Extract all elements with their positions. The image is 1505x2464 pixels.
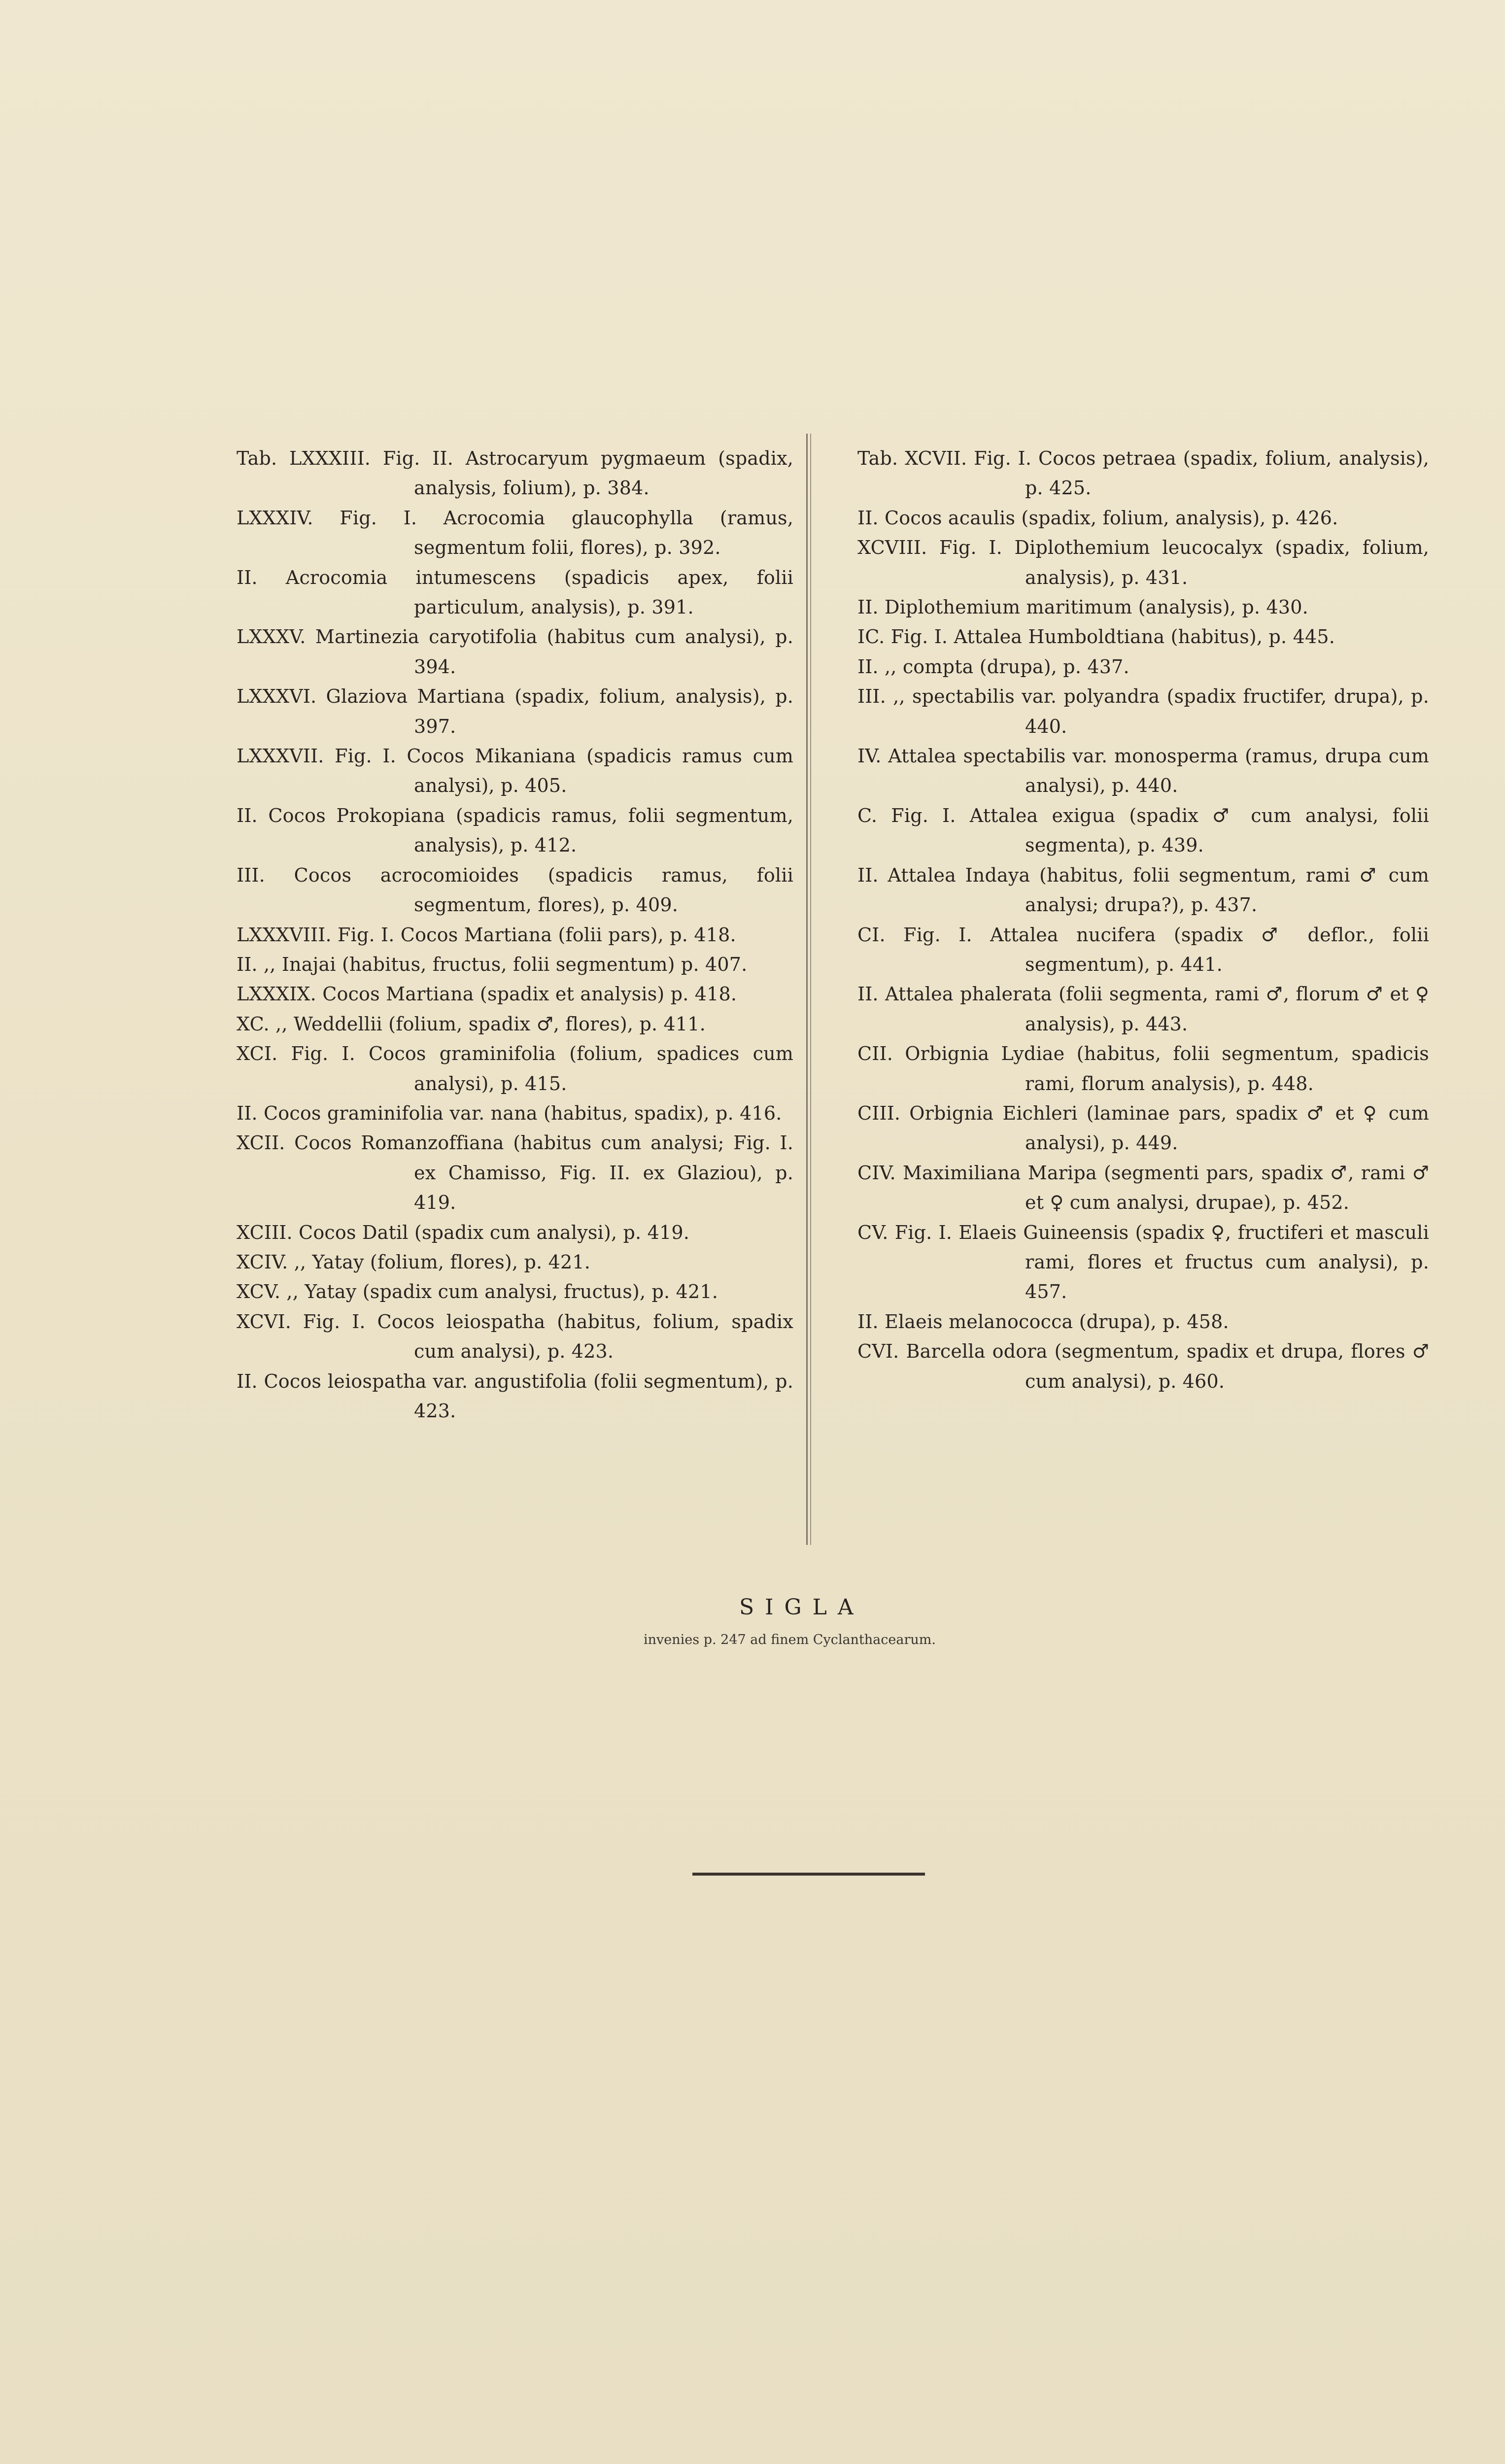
list-item: CIV. Maximiliana Maripa (segmenti pars, spadix ♂, rami ♂ et ♀ cum analysi, drupae), p. 452.	[857, 1162, 1429, 1214]
list-item: II. Diplothemium maritimum (analysis), p. 430.	[857, 596, 1308, 618]
list-item: LXXXIV. Fig. I. Acrocomia glaucophylla (ramus, segmentum folii, flores), p. 392.	[237, 507, 793, 559]
list-item: II. Attalea phalerata (folii segmenta, rami ♂, florum ♂ et ♀ analysis), p. 443.	[857, 983, 1429, 1035]
list-item: XCVI. Fig. I. Cocos leiospatha (habitus, folium, spadix cum analysi), p. 423.	[237, 1310, 793, 1363]
list-item: II. ,, Inajai (habitus, fructus, folii segmentum) p. 407.	[237, 953, 748, 975]
list-item: IC. Fig. I. Attalea Humboldtiana (habitus), p. 445.	[857, 626, 1335, 648]
list-item: LXXXIX. Cocos Martiana (spadix et analysis) p. 418.	[237, 983, 737, 1005]
list-item: II. Elaeis melanococca (drupa), p. 458.	[857, 1310, 1229, 1333]
list-item: XCII. Cocos Romanzoffiana (habitus cum analysi; Fig. I. ex Chamisso, Fig. II. ex Glaziou), p. 419.	[237, 1132, 793, 1214]
sigla-note: invenies p. 247 ad finem Cyclanthacearum.	[644, 1632, 936, 1647]
list-item: CV. Fig. I. Elaeis Guineensis (spadix ♀, fructiferi et masculi rami, flores et fructus cum analysi), p. 457.	[857, 1221, 1429, 1303]
list-item: LXXXVI. Glaziova Martiana (spadix, folium, analysis), p. 397.	[237, 685, 793, 737]
list-item: C. Fig. I. Attalea exigua (spadix ♂ cum analysi, folii segmenta), p. 439.	[857, 804, 1429, 856]
list-item: CI. Fig. I. Attalea nucifera (spadix ♂ deflor., folii segmentum), p. 441.	[857, 924, 1429, 975]
list-item: II. ,, compta (drupa), p. 437.	[857, 655, 1129, 678]
footer-rule	[692, 1873, 925, 1876]
list-item: CII. Orbignia Lydiae (habitus, folii segmentum, spadicis rami, florum analysis), p. 448.	[857, 1043, 1429, 1095]
list-item: III. Cocos acrocomioides (spadicis ramus, folii segmentum, flores), p. 409.	[237, 864, 793, 916]
list-item: XCIII. Cocos Datil (spadix cum analysi), p. 419.	[237, 1221, 690, 1243]
list-item: XC. ,, Weddellii (folium, spadix ♂, flores), p. 411.	[237, 1013, 706, 1035]
list-item: XCIV. ,, Yatay (folium, flores), p. 421.	[237, 1251, 590, 1273]
list-item: II. Acrocomia intumescens (spadicis apex, folii particulum, analysis), p. 391.	[237, 566, 793, 618]
list-item: LXXXVII. Fig. I. Cocos Mikaniana (spadicis ramus cum analysi), p. 405.	[237, 745, 793, 797]
sigla-heading: SIGLA	[739, 1595, 864, 1620]
list-item: II. Cocos leiospatha var. angustifolia (folii segmentum), p. 423.	[237, 1370, 793, 1422]
list-item: LXXXV. Martinezia caryotifolia (habitus cum analysi), p. 394.	[237, 626, 793, 678]
list-item: CIII. Orbignia Eichleri (laminae pars, spadix ♂ et ♀ cum analysi), p. 449.	[857, 1102, 1429, 1154]
left-column	[237, 444, 793, 1426]
list-item: Tab. LXXXIII. Fig. II. Astrocaryum pygmaeum (spadix, analysis, folium), p. 384.	[237, 447, 793, 499]
list-item: II. Attalea Indaya (habitus, folii segmentum, rami ♂ cum analysi; drupa?), p. 437.	[857, 864, 1429, 916]
list-item: II. Cocos Prokopiana (spadicis ramus, folii segmentum, analysis), p. 412.	[237, 804, 793, 856]
column-divider	[806, 434, 808, 1545]
list-item: Tab. XCVII. Fig. I. Cocos petraea (spadix, folium, analysis), p. 425.	[857, 447, 1429, 499]
list-item: XCV. ,, Yatay (spadix cum analysi, fructus), p. 421.	[237, 1281, 718, 1303]
list-item: CVI. Barcella odora (segmentum, spadix et drupa, flores ♂ cum analysi), p. 460.	[857, 1340, 1429, 1392]
list-item: II. Cocos acaulis (spadix, folium, analysis), p. 426.	[857, 507, 1338, 529]
list-item: IV. Attalea spectabilis var. monosperma (ramus, drupa cum analysi), p. 440.	[857, 745, 1429, 797]
list-item: III. ,, spectabilis var. polyandra (spadix fructifer, drupa), p. 440.	[857, 685, 1429, 737]
list-item: XCI. Fig. I. Cocos graminifolia (folium, spadices cum analysi), p. 415.	[237, 1043, 793, 1095]
list-item: LXXXVIII. Fig. I. Cocos Martiana (folii pars), p. 418.	[237, 924, 736, 946]
list-item: II. Cocos graminifolia var. nana (habitus, spadix), p. 416.	[237, 1102, 782, 1124]
column-divider	[810, 434, 811, 1545]
right-column	[857, 444, 1429, 1396]
list-item: XCVIII. Fig. I. Diplothemium leucocalyx (spadix, folium, analysis), p. 431.	[857, 537, 1429, 588]
